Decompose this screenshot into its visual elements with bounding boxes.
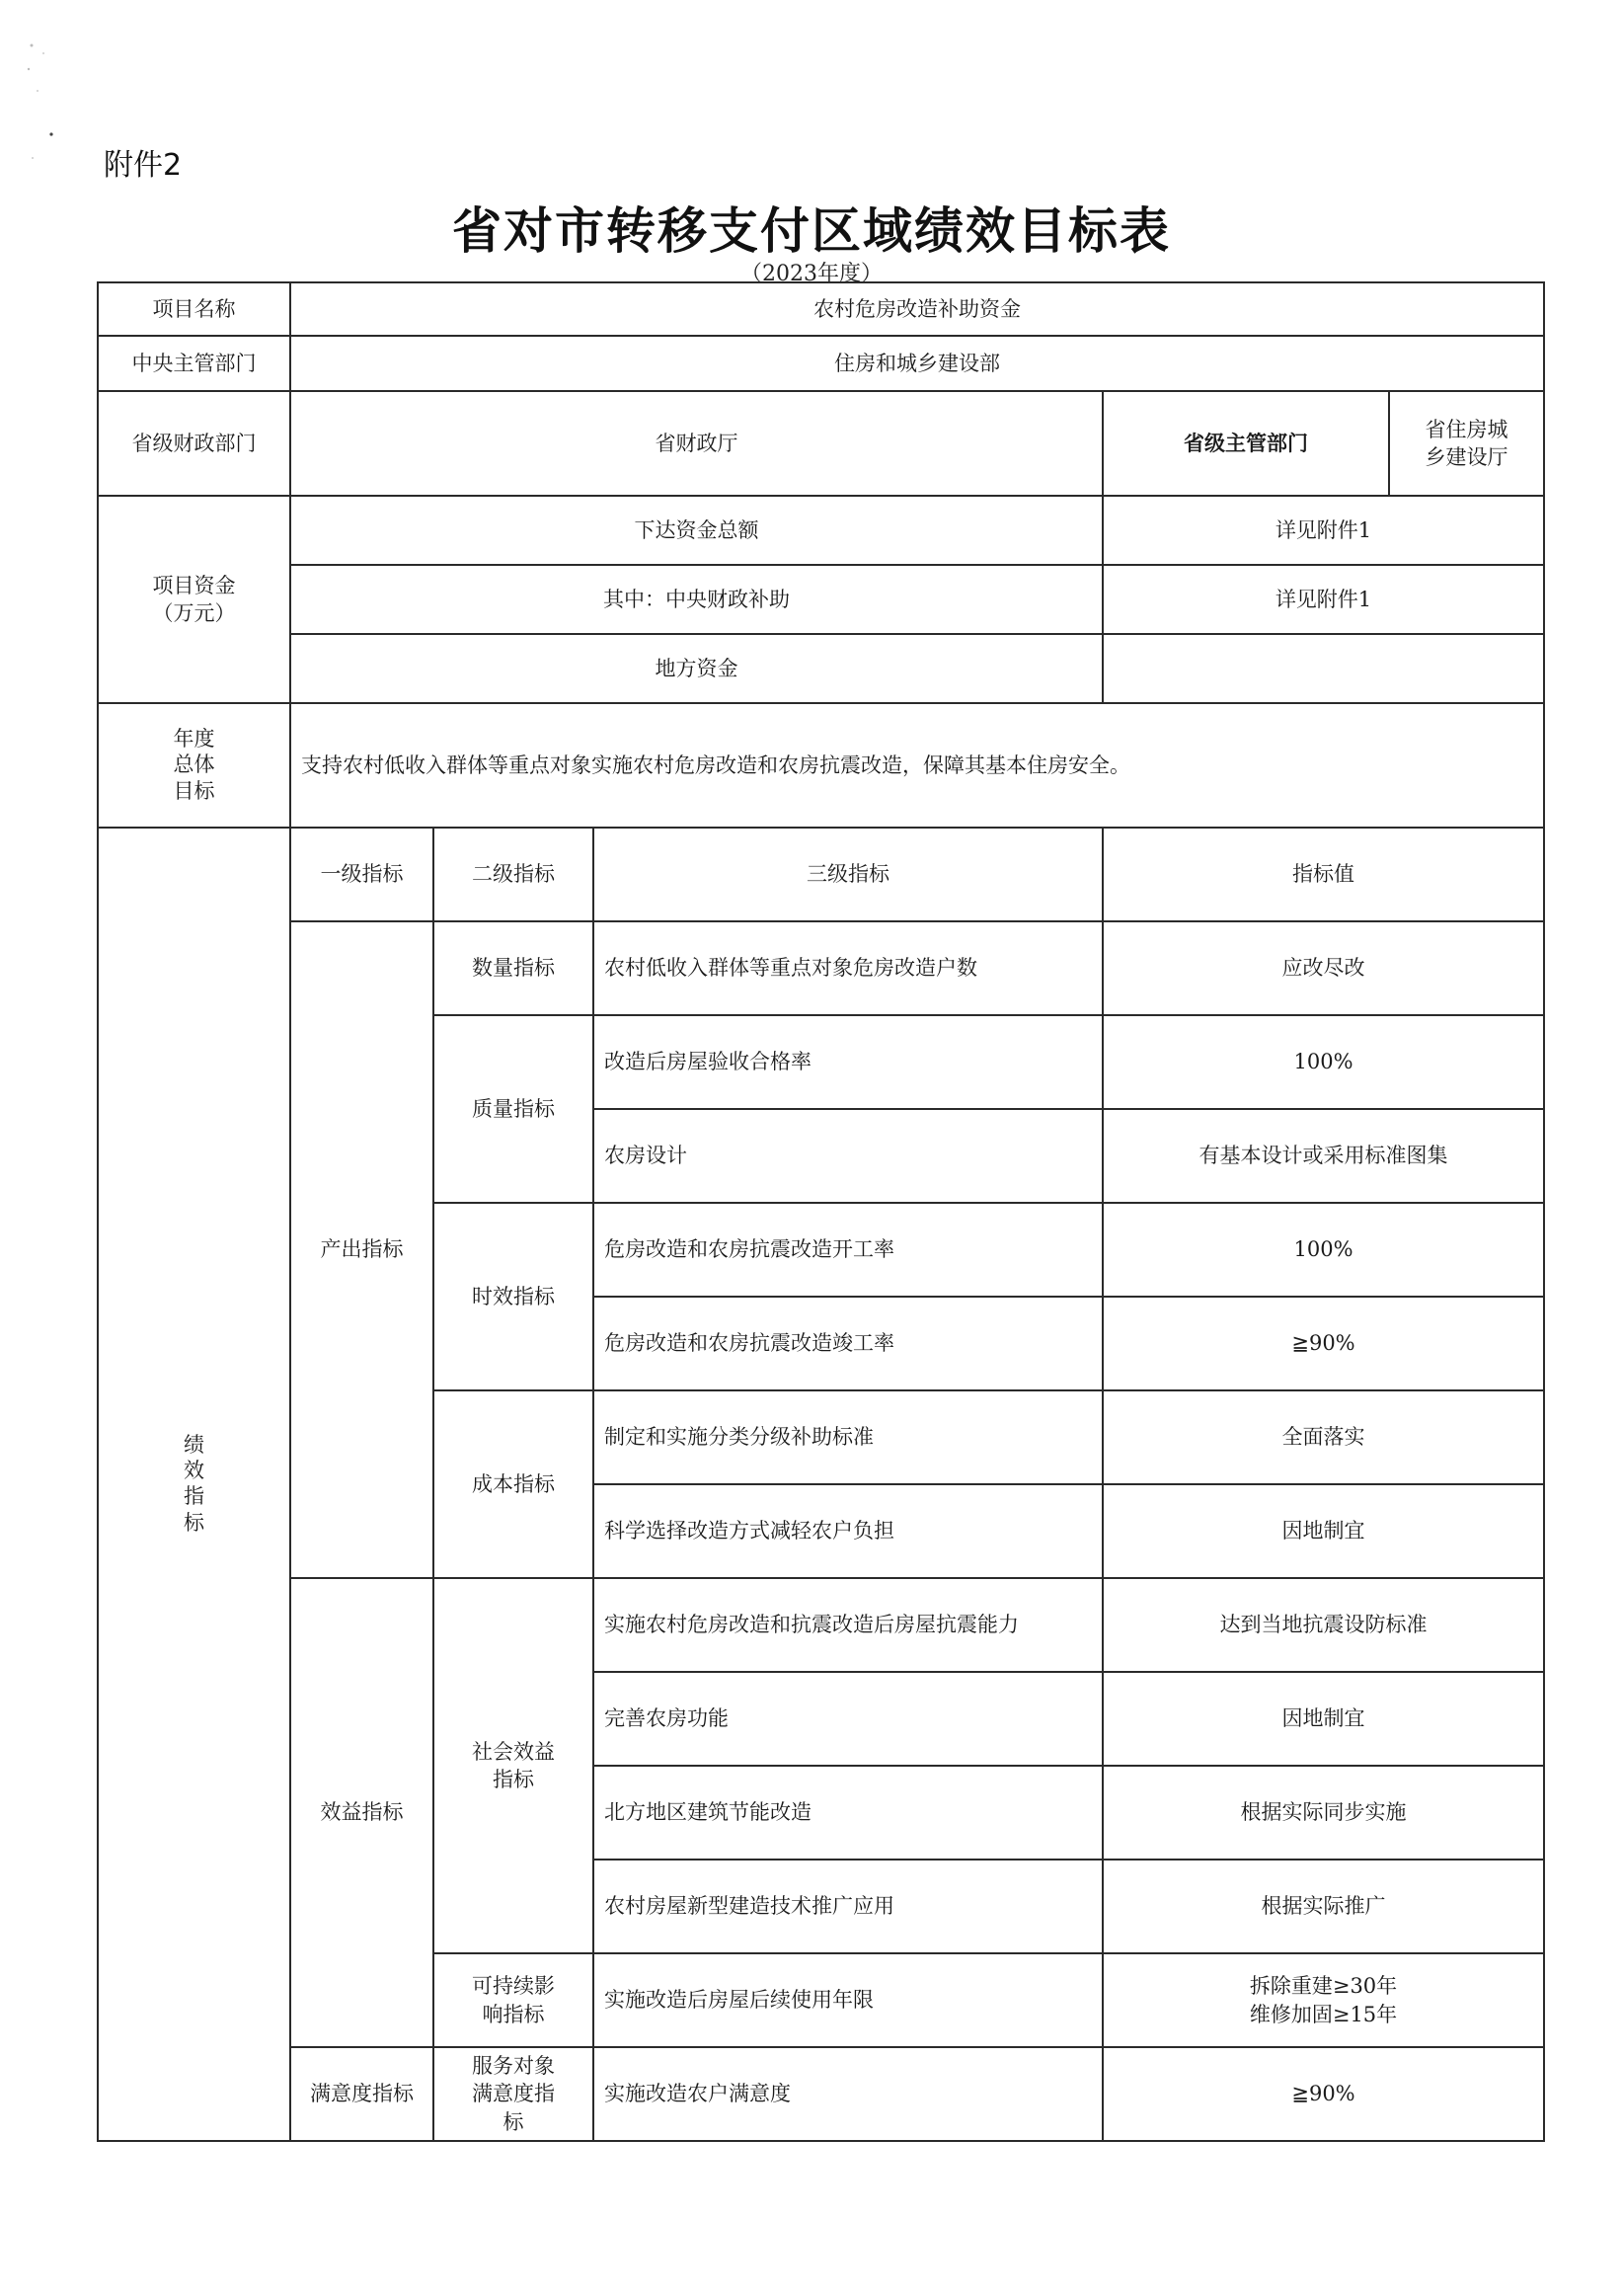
level3-cell: 农村房屋新型建造技术推广应用 [593, 1860, 1103, 1953]
fund-row-label: 地方资金 [290, 634, 1103, 703]
prov-finance-value: 省财政厅 [290, 391, 1103, 496]
project-name-label: 项目名称 [98, 282, 290, 336]
table-row [98, 921, 1544, 1015]
level2-text: 服务对象满意度指标 [472, 2053, 555, 2134]
level3-cell: 实施改造后房屋后续使用年限 [593, 1953, 1103, 2047]
goal-text: 支持农村低收入群体等重点对象实施农村危房改造和农房抗震改造，保障其基本住房安全。 [290, 703, 1544, 828]
value-line: 拆除重建≥30年 [1249, 1974, 1398, 1999]
funds-label [98, 496, 290, 703]
level3-cell: 北方地区建筑节能改造 [593, 1766, 1103, 1860]
level3-cell: 农村低收入群体等重点对象危房改造户数 [593, 921, 1103, 1015]
table-row [98, 2047, 1544, 2141]
header-level1: 一级指标 [290, 828, 433, 921]
prov-dept-label: 省级主管部门 [1103, 391, 1389, 496]
value-cell [1103, 1953, 1544, 2047]
level3-cell: 危房改造和农房抗震改造竣工率 [593, 1297, 1103, 1390]
prov-finance-label: 省级财政部门 [98, 391, 290, 496]
table-row [98, 282, 1544, 336]
level3-cell: 科学选择改造方式减轻农户负担 [593, 1484, 1103, 1578]
project-name-value: 农村危房改造补助资金 [290, 282, 1544, 336]
table-row [98, 565, 1544, 634]
level3-cell: 农房设计 [593, 1109, 1103, 1203]
value-cell: 达到当地抗震设防标准 [1103, 1578, 1544, 1672]
goal-label [98, 703, 290, 828]
value-cell: 因地制宜 [1103, 1672, 1544, 1766]
value-cell: 根据实际推广 [1103, 1860, 1544, 1953]
value-cell: ≧90% [1103, 1297, 1544, 1390]
header-value: 指标值 [1103, 828, 1544, 921]
table-row [98, 336, 1544, 391]
value-cell: 根据实际同步实施 [1103, 1766, 1544, 1860]
level2-cell [433, 2047, 593, 2141]
scan-specks [24, 40, 83, 198]
indicators-label-text: 绩效指标 [184, 1432, 204, 1535]
table-row [98, 496, 1544, 565]
performance-target-table [97, 281, 1545, 2142]
level2-cell: 成本指标 [433, 1390, 593, 1578]
table-row [98, 634, 1544, 703]
level1-cell: 产出指标 [290, 921, 433, 1578]
central-dept-value: 住房和城乡建设部 [290, 336, 1544, 391]
table-row [98, 703, 1544, 828]
level2-text: 社会效益指标 [472, 1739, 555, 1791]
fund-row-label: 其中：中央财政补助 [290, 565, 1103, 634]
attachment-label: 附件2 [104, 148, 183, 183]
central-dept-label: 中央主管部门 [98, 336, 290, 391]
table-row [98, 391, 1544, 496]
level2-cell: 时效指标 [433, 1203, 593, 1390]
value-cell: 应改尽改 [1103, 921, 1544, 1015]
value-cell: 因地制宜 [1103, 1484, 1544, 1578]
prov-dept-value-text: 省住房城乡建设厅 [1425, 417, 1508, 469]
fund-row-value: 详见附件1 [1103, 565, 1544, 634]
level2-cell: 数量指标 [433, 921, 593, 1015]
fund-row-value: 详见附件1 [1103, 496, 1544, 565]
value-cell: ≧90% [1103, 2047, 1544, 2141]
table-row [98, 828, 1544, 921]
level3-cell: 危房改造和农房抗震改造开工率 [593, 1203, 1103, 1297]
value-cell: 100% [1103, 1015, 1544, 1109]
header-level3: 三级指标 [593, 828, 1103, 921]
indicators-label [98, 828, 290, 2141]
funds-label-text: 项目资金（万元） [152, 573, 236, 625]
header-level2: 二级指标 [433, 828, 593, 921]
level3-cell: 实施改造农户满意度 [593, 2047, 1103, 2141]
level1-cell: 效益指标 [290, 1578, 433, 2047]
level3-cell: 改造后房屋验收合格率 [593, 1015, 1103, 1109]
level2-text: 可持续影响指标 [472, 1974, 555, 2026]
goal-label-text: 年度总体目标 [173, 727, 215, 803]
level2-cell: 质量指标 [433, 1015, 593, 1203]
level3-cell: 完善农房功能 [593, 1672, 1103, 1766]
value-line: 维修加固≥15年 [1249, 2002, 1398, 2026]
table-row [98, 1578, 1544, 1672]
fund-row-value [1103, 634, 1544, 703]
prov-dept-value [1389, 391, 1544, 496]
level1-cell: 满意度指标 [290, 2047, 433, 2141]
value-cell: 100% [1103, 1203, 1544, 1297]
level3-cell: 制定和实施分类分级补助标准 [593, 1390, 1103, 1484]
level2-cell [433, 1953, 593, 2047]
document-year: （2023年度） [740, 262, 883, 286]
value-cell: 全面落实 [1103, 1390, 1544, 1484]
level3-cell: 实施农村危房改造和抗震改造后房屋抗震能力 [593, 1578, 1103, 1672]
document-title: 省对市转移支付区域绩效目标表 [452, 202, 1171, 260]
level2-cell [433, 1578, 593, 1953]
value-cell: 有基本设计或采用标准图集 [1103, 1109, 1544, 1203]
fund-row-label: 下达资金总额 [290, 496, 1103, 565]
